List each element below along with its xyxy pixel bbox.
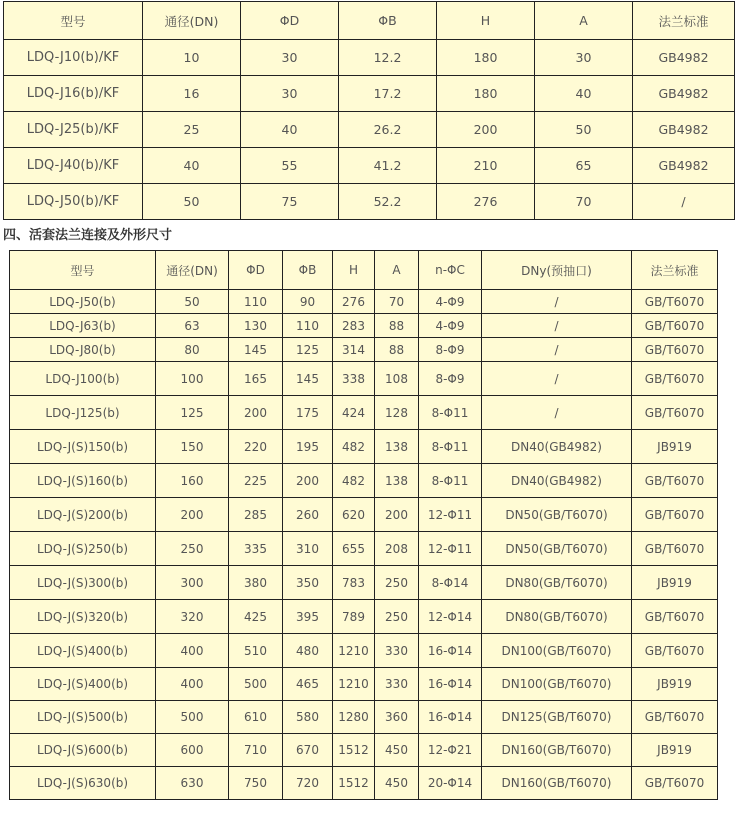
table-row [10, 338, 718, 362]
column-header: ΦB [339, 2, 437, 40]
table-cell: 125 [156, 396, 229, 430]
model-cell: LDQ-J25(b)/KF [4, 112, 143, 148]
table-cell: 12-Φ11 [419, 498, 482, 532]
table-cell: 138 [375, 430, 419, 464]
column-header: H [437, 2, 535, 40]
table-row [4, 112, 735, 148]
table-cell: 26.2 [339, 112, 437, 148]
table-cell: 710 [229, 734, 283, 767]
table-cell: 285 [229, 498, 283, 532]
table-cell: 480 [283, 634, 333, 668]
table-cell: 510 [229, 634, 283, 668]
table-cell: 108 [375, 362, 419, 396]
table-cell: 425 [229, 600, 283, 634]
table-cell: 20-Φ14 [419, 767, 482, 800]
table-row [10, 668, 718, 701]
table-cell: 610 [229, 701, 283, 734]
table-cell: 250 [375, 566, 419, 600]
table-cell: 16-Φ14 [419, 668, 482, 701]
model-cell: LDQ-J100(b) [10, 362, 156, 396]
table-cell: 12-Φ11 [419, 532, 482, 566]
table-cell: GB/T6070 [632, 290, 718, 314]
table-cell: 145 [229, 338, 283, 362]
table-cell: 30 [241, 76, 339, 112]
table-cell: 482 [333, 430, 375, 464]
table-cell: 250 [375, 600, 419, 634]
table-cell: / [482, 314, 632, 338]
table-cell: 40 [143, 148, 241, 184]
column-header: 通径(DN) [143, 2, 241, 40]
model-cell: LDQ-J63(b) [10, 314, 156, 338]
table-cell: / [482, 338, 632, 362]
column-header: ΦD [229, 251, 283, 290]
table-cell: 400 [156, 634, 229, 668]
model-cell: LDQ-J(S)600(b) [10, 734, 156, 767]
table-cell: DN50(GB/T6070) [482, 532, 632, 566]
table-cell: 424 [333, 396, 375, 430]
table-cell: / [633, 184, 735, 220]
table-cell: 335 [229, 532, 283, 566]
table-cell: 8-Φ9 [419, 362, 482, 396]
table-cell: 500 [229, 668, 283, 701]
table-cell: 138 [375, 464, 419, 498]
table-cell: GB4982 [633, 112, 735, 148]
table-cell: 225 [229, 464, 283, 498]
table-cell: 200 [283, 464, 333, 498]
model-cell: LDQ-J(S)250(b) [10, 532, 156, 566]
table-cell: 55 [241, 148, 339, 184]
column-header: ΦD [241, 2, 339, 40]
table-cell: GB/T6070 [632, 767, 718, 800]
kf-flange-dimensions-table [3, 1, 735, 220]
table-cell: 165 [229, 362, 283, 396]
table-cell: 88 [375, 314, 419, 338]
table-row [10, 314, 718, 338]
table-cell: 210 [437, 148, 535, 184]
table-cell: 465 [283, 668, 333, 701]
table-cell: 720 [283, 767, 333, 800]
table-cell: JB919 [632, 668, 718, 701]
table-cell: 145 [283, 362, 333, 396]
table-cell: 110 [283, 314, 333, 338]
column-header: ΦB [283, 251, 333, 290]
table-cell: GB/T6070 [632, 362, 718, 396]
column-header: DNy(预抽口) [482, 251, 632, 290]
column-header: A [535, 2, 633, 40]
table-cell: 630 [156, 767, 229, 800]
table-cell: 310 [283, 532, 333, 566]
column-header: H [333, 251, 375, 290]
table-cell: JB919 [632, 566, 718, 600]
table-cell: 90 [283, 290, 333, 314]
table-cell: 16 [143, 76, 241, 112]
table-cell: GB/T6070 [632, 600, 718, 634]
table-cell: 150 [156, 430, 229, 464]
table-cell: 50 [143, 184, 241, 220]
column-header: n-ΦC [419, 251, 482, 290]
table-cell: 75 [241, 184, 339, 220]
table-row [10, 566, 718, 600]
table-cell: JB919 [632, 430, 718, 464]
table-row [10, 701, 718, 734]
table-cell: 40 [535, 76, 633, 112]
table-cell: 330 [375, 668, 419, 701]
table-cell: 450 [375, 767, 419, 800]
table-cell: 100 [156, 362, 229, 396]
table-row [10, 532, 718, 566]
table-cell: 789 [333, 600, 375, 634]
table-row [4, 76, 735, 112]
table-cell: 8-Φ11 [419, 396, 482, 430]
table-cell: 180 [437, 76, 535, 112]
table-cell: 63 [156, 314, 229, 338]
table-cell: 208 [375, 532, 419, 566]
model-cell: LDQ-J80(b) [10, 338, 156, 362]
model-cell: LDQ-J50(b) [10, 290, 156, 314]
table-cell: GB/T6070 [632, 701, 718, 734]
model-cell: LDQ-J(S)160(b) [10, 464, 156, 498]
column-header: A [375, 251, 419, 290]
table-cell: 360 [375, 701, 419, 734]
table-cell: DN100(GB/T6070) [482, 634, 632, 668]
model-cell: LDQ-J(S)400(b) [10, 668, 156, 701]
table-cell: 8-Φ14 [419, 566, 482, 600]
table-cell: 110 [229, 290, 283, 314]
table-cell: 70 [375, 290, 419, 314]
table-cell: 30 [241, 40, 339, 76]
table-cell: 320 [156, 600, 229, 634]
table-header-row [4, 2, 735, 40]
table-cell: 180 [437, 40, 535, 76]
table-row [4, 148, 735, 184]
table-cell: GB/T6070 [632, 464, 718, 498]
table-row [4, 184, 735, 220]
table-cell: 314 [333, 338, 375, 362]
table-cell: 580 [283, 701, 333, 734]
table-cell: 16-Φ14 [419, 701, 482, 734]
table-cell: 50 [156, 290, 229, 314]
model-cell: LDQ-J16(b)/KF [4, 76, 143, 112]
table-cell: DN50(GB/T6070) [482, 498, 632, 532]
table-cell: GB/T6070 [632, 314, 718, 338]
table-cell: 250 [156, 532, 229, 566]
model-cell: LDQ-J(S)150(b) [10, 430, 156, 464]
table-cell: DN40(GB4982) [482, 430, 632, 464]
table-cell: 30 [535, 40, 633, 76]
table-cell: 16-Φ14 [419, 634, 482, 668]
table-cell: 670 [283, 734, 333, 767]
column-header: 型号 [10, 251, 156, 290]
table-cell: 500 [156, 701, 229, 734]
table-cell: 125 [283, 338, 333, 362]
table-cell: / [482, 290, 632, 314]
table-cell: 195 [283, 430, 333, 464]
table-cell: 52.2 [339, 184, 437, 220]
table-cell: 200 [229, 396, 283, 430]
table-cell: 65 [535, 148, 633, 184]
table-cell: GB4982 [633, 40, 735, 76]
table-cell: 70 [535, 184, 633, 220]
table-cell: DN125(GB/T6070) [482, 701, 632, 734]
table-cell: GB/T6070 [632, 396, 718, 430]
table-row [10, 498, 718, 532]
table-cell: GB/T6070 [632, 532, 718, 566]
model-cell: LDQ-J(S)500(b) [10, 701, 156, 734]
model-cell: LDQ-J10(b)/KF [4, 40, 143, 76]
table-cell: 88 [375, 338, 419, 362]
table-cell: 8-Φ11 [419, 464, 482, 498]
table-cell: 783 [333, 566, 375, 600]
table-cell: 1280 [333, 701, 375, 734]
table-cell: GB/T6070 [632, 498, 718, 532]
table-cell: 276 [333, 290, 375, 314]
model-cell: LDQ-J(S)300(b) [10, 566, 156, 600]
table-cell: 283 [333, 314, 375, 338]
table-cell: 620 [333, 498, 375, 532]
table-cell: 220 [229, 430, 283, 464]
table-cell: GB/T6070 [632, 338, 718, 362]
column-header: 法兰标准 [632, 251, 718, 290]
model-cell: LDQ-J40(b)/KF [4, 148, 143, 184]
table-cell: 600 [156, 734, 229, 767]
table-cell: JB919 [632, 734, 718, 767]
table-cell: GB/T6070 [632, 634, 718, 668]
table-header-row [10, 251, 718, 290]
table-cell: 12.2 [339, 40, 437, 76]
section-title: 四、活套法兰连接及外形尺寸 [3, 228, 173, 243]
table-cell: GB4982 [633, 76, 735, 112]
model-cell: LDQ-J125(b) [10, 396, 156, 430]
table-cell: GB4982 [633, 148, 735, 184]
model-cell: LDQ-J(S)630(b) [10, 767, 156, 800]
table-cell: 8-Φ11 [419, 430, 482, 464]
table-cell: DN160(GB/T6070) [482, 767, 632, 800]
table-cell: 482 [333, 464, 375, 498]
table-row [4, 40, 735, 76]
table-cell: 17.2 [339, 76, 437, 112]
model-cell: LDQ-J(S)200(b) [10, 498, 156, 532]
table-cell: DN160(GB/T6070) [482, 734, 632, 767]
table-row [10, 634, 718, 668]
table-cell: 1512 [333, 767, 375, 800]
column-header: 型号 [4, 2, 143, 40]
table-cell: 380 [229, 566, 283, 600]
column-header: 法兰标准 [633, 2, 735, 40]
table-cell: 12-Φ14 [419, 600, 482, 634]
model-cell: LDQ-J(S)400(b) [10, 634, 156, 668]
table-cell: / [482, 396, 632, 430]
table-cell: 40 [241, 112, 339, 148]
table-cell: 395 [283, 600, 333, 634]
table-cell: 450 [375, 734, 419, 767]
table-cell: 8-Φ9 [419, 338, 482, 362]
table-cell: 50 [535, 112, 633, 148]
table-cell: 350 [283, 566, 333, 600]
column-header: 通径(DN) [156, 251, 229, 290]
table-row [10, 290, 718, 314]
table-row [10, 430, 718, 464]
table-cell: 260 [283, 498, 333, 532]
table-cell: 1512 [333, 734, 375, 767]
table-cell: DN80(GB/T6070) [482, 566, 632, 600]
table-cell: 276 [437, 184, 535, 220]
table-cell: 330 [375, 634, 419, 668]
table-cell: 750 [229, 767, 283, 800]
table-cell: 128 [375, 396, 419, 430]
table-cell: 80 [156, 338, 229, 362]
table-cell: 400 [156, 668, 229, 701]
table-cell: 200 [375, 498, 419, 532]
table-cell: 12-Φ21 [419, 734, 482, 767]
table-cell: 4-Φ9 [419, 314, 482, 338]
table-cell: 4-Φ9 [419, 290, 482, 314]
table-cell: DN40(GB4982) [482, 464, 632, 498]
table-cell: 300 [156, 566, 229, 600]
table-cell: 200 [156, 498, 229, 532]
table-cell: / [482, 362, 632, 396]
table-row [10, 734, 718, 767]
table-cell: 41.2 [339, 148, 437, 184]
table-cell: 1210 [333, 634, 375, 668]
table-row [10, 600, 718, 634]
model-cell: LDQ-J50(b)/KF [4, 184, 143, 220]
table-cell: 175 [283, 396, 333, 430]
table-cell: DN100(GB/T6070) [482, 668, 632, 701]
table-cell: 130 [229, 314, 283, 338]
model-cell: LDQ-J(S)320(b) [10, 600, 156, 634]
table-row [10, 362, 718, 396]
table-cell: 25 [143, 112, 241, 148]
table-row [10, 767, 718, 800]
table-cell: DN80(GB/T6070) [482, 600, 632, 634]
table-cell: 200 [437, 112, 535, 148]
table-row [10, 396, 718, 430]
table-cell: 160 [156, 464, 229, 498]
table-cell: 655 [333, 532, 375, 566]
table-row [10, 464, 718, 498]
table-cell: 1210 [333, 668, 375, 701]
table-cell: 10 [143, 40, 241, 76]
table-cell: 338 [333, 362, 375, 396]
loose-flange-dimensions-table [9, 250, 718, 800]
